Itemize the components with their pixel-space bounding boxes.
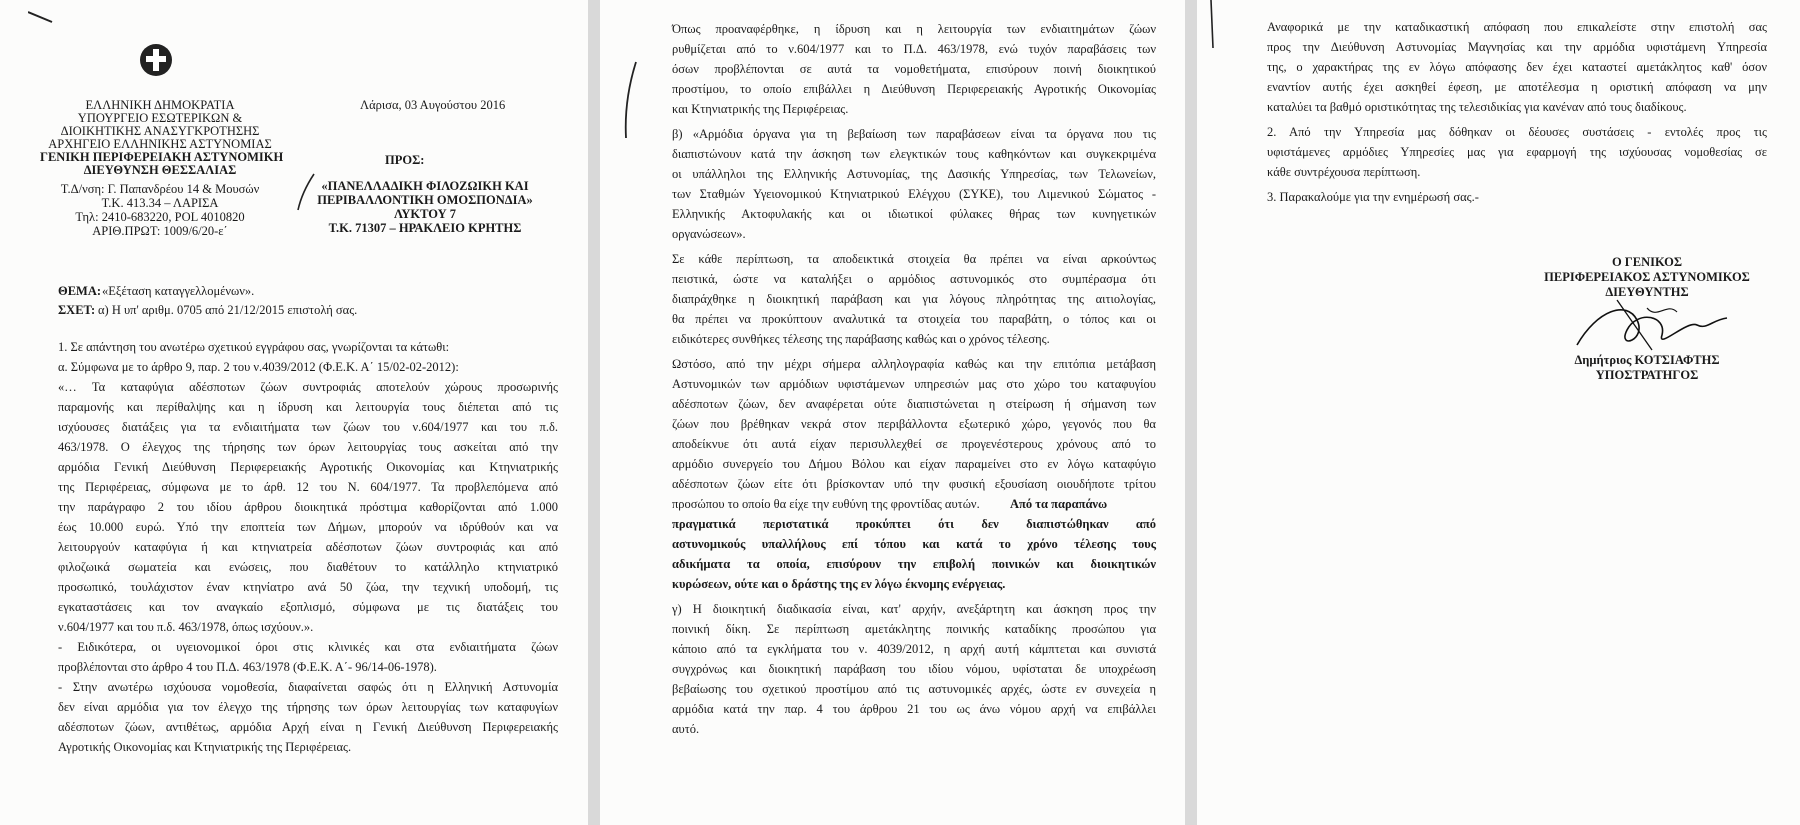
paragraph-line: δεν είναι αρμόδια για τον έλεγχο της τήρησης των όρων λειτουργίας των καταφυγίων xyxy=(58,700,558,714)
recipient-line: ΛΥΚΤΟΥ 7 xyxy=(393,207,457,221)
paragraph-line: της Περιφέρειας, σύμφωνα με το άρθ. 12 του Ν. 604/1977. Τα προβλεπόμενα από xyxy=(58,480,558,494)
reference-label: ΣΧΕΤ: xyxy=(58,303,96,317)
letterhead-line: ΕΛΛΗΝΙΚΗ ΔΗΜΟΚΡΑΤΙΑ xyxy=(85,98,235,112)
paragraph-line: α. Σύμφωνα με το άρθρο 9, παρ. 2 του ν.4039/2012 (Φ.Ε.Κ. Α΄ 15/02-02-2012): xyxy=(58,360,459,374)
paragraph-line: Αστυνομικών των αρμόδιων υφιστάμενων υπηρεσιών μας στο χώρο του καταφυγίου xyxy=(672,377,1156,391)
paragraph-line: Αγροτικής Οικονομίας και Κτηνιατρικής της Περιφέρειας. xyxy=(58,740,352,754)
address-line: Τ.Κ. 413.34 – ΛΑΡΙΣΑ xyxy=(101,196,219,210)
reference-text: α) Η υπ' αριθμ. 0705 από 21/12/2015 επιστολή σας. xyxy=(98,303,358,317)
paragraph-line: προσώπου το οποίο θα είχε την ευθύνη της φροντίδας αυτών. xyxy=(672,497,980,511)
pen-mark xyxy=(620,60,640,140)
paragraph-line: 3. Παρακαλούμε για την ενημέρωσή σας.- xyxy=(1267,190,1479,204)
paragraph-line-bold: αδικήματα τα οποία, επισύρουν την επιβολή ποινικών και διοικητικών xyxy=(672,557,1156,571)
letterhead-line: ΔΙΟΙΚΗΤΙΚΗΣ ΑΝΑΣΥΓΚΡΟΤΗΣΗΣ xyxy=(60,124,260,138)
paragraph-line: γ) Η διοικητική διαδικασία είναι, κατ' αρχήν, ανεξάρτητη και άσκηση προς την xyxy=(672,602,1156,616)
signature-title: ΔΙΕΥΘΥΝΤΗΣ xyxy=(1605,285,1689,299)
pen-mark xyxy=(1203,0,1219,50)
to-label: ΠΡΟΣ: xyxy=(385,153,425,167)
letterhead-line: ΑΡΧΗΓΕΙΟ ΕΛΛΗΝΙΚΗΣ ΑΣΤΥΝΟΜΙΑΣ xyxy=(48,137,272,151)
paragraph-line: κάθε συντρέχουσα περίπτωση. xyxy=(1267,165,1421,179)
paragraph-line: αρμόδια Γενική Διεύθυνση Περιφερειακής Αγροτικής Οικονομίας και Κτηνιατρικής xyxy=(58,460,558,474)
page-gutter xyxy=(1185,0,1197,825)
paragraph-line: την παράγραφο 2 του ιδίου άρθρου διοικητικά πρόστιμα καθορίζονται από 1.000 xyxy=(58,500,558,514)
paragraph-line: εγκαταστάσεις και τον αναγκαίο εξοπλισμό, σύμφωνα με τις διατάξεις του xyxy=(58,600,558,614)
paragraph-line-bold: κυρώσεων, ούτε και ο δράστης της εν λόγω έκνομης ενέργειας. xyxy=(672,577,1006,591)
paragraph-line: αυτό. xyxy=(672,722,700,736)
paragraph-line: Ελληνικής Ακτοφυλακής και οι ιδιωτικοί φύλακες θήρας των κυνηγετικών xyxy=(672,207,1156,221)
subject-text: «Εξέταση καταγγελλομένων». xyxy=(102,284,255,298)
paragraph-line: θα πρέπει να προκύπτουν αναλυτικά τα στοιχεία του παραβάτη, ο τόπος και οι xyxy=(672,312,1156,326)
paragraph-line: οι υπάλληλοι της Ελληνικής Αστυνομίας, της Δασικής Υπηρεσίας, των Τελωνείων, xyxy=(672,167,1156,181)
document-page-2 xyxy=(600,0,1185,825)
paragraph-line: ποινική δίκη. Σε περίπτωση αμετάκλητης ποινικής καταδίκης προσώπου για xyxy=(672,622,1156,636)
paragraph-line: όσων προβλέπονται σε αυτά τα νομοθετήματα, επισύρουν ποινή διοικητικού xyxy=(672,62,1156,76)
paragraph-line: αρμόδιο συνεργείο του Δήμου Βόλου και είχαν παραμείνει στο εν λόγω καταφύγιο xyxy=(672,457,1156,471)
bold-phrase: Από τα παραπάνω xyxy=(1010,497,1108,511)
paragraph-line: 463/1978. Ο έλεγχος της τήρησης των όρων λειτουργίας τους ασκείται από την xyxy=(58,440,558,454)
letterhead-line: ΥΠΟΥΡΓΕΙΟ ΕΣΩΤΕΡΙΚΩΝ & xyxy=(77,111,243,125)
paragraph-line: ν.604/1977 και του π.δ. 463/1978, όπως ισχύουν.». xyxy=(58,620,314,634)
signature-title: ΠΕΡΙΦΕΡΕΙΑΚΟΣ ΑΣΤΥΝΟΜΙΚΟΣ xyxy=(1544,270,1750,284)
paragraph-line: φιλοζωικά σωματεία και ενώσεις, που διαθέτουν το κατάλληλο κτηνιατρικό xyxy=(58,560,558,574)
paragraph-line: καταλύει τα βαθμό οριστικότητας της τελεσιδικίας για κανέναν από τους διαδίκους. xyxy=(1267,100,1687,114)
paragraph-line: διαπιστώνουν κατά την άσκηση των ελεγκτικών τους καθηκόντων και συγκεκριμένα xyxy=(672,147,1156,161)
paragraph-line: Ωστόσο, από την μέχρι σήμερα αλληλογραφία καθώς και την επιτόπια μετάβαση xyxy=(672,357,1156,371)
paragraph-line: «… Τα καταφύγια αδέσποτων ζώων συντροφιάς αποτελούν χώρους προσωρινής xyxy=(58,380,558,394)
paragraph-line: κάποιο από τα εγκλήματα του ν. 4039/2012, η αρχή αυτή κάμπτεται και συνιστά xyxy=(672,642,1156,656)
paragraph-line: - Στην ανωτέρω ισχύουσα νομοθεσία, διαφαίνεται σαφώς ότι η Ελληνική Αστυνομία xyxy=(58,680,558,694)
paragraph-line: ισχύουσες διατάξεις για τα ενδιαιτήματα των ζώων του ν.604/1977 και του π.δ. xyxy=(58,420,558,434)
paragraph-line: της, ο χαρακτήρας της εν λόγω απόφασης δεν έχει καταστεί αμετάκλητος καθ' όσον xyxy=(1267,60,1767,74)
paragraph-line: αδέσποτων ζώων, δεν αναφέρεται ούτε διαπιστώνεται η στείρωση ή σήμανση των xyxy=(672,397,1156,411)
paragraph-line: συγχρόνως και διοικητική παράβαση του ιδίου νόμου, υφίσταται δε υποχρέωση xyxy=(672,662,1156,676)
paragraph-line: πειστικά, ώστε να καταλήξει ο αρμόδιος αστυνομικός στο συμπέρασμα ότι xyxy=(672,272,1156,286)
paragraph-line: ρυθμίζεται από το ν.604/1977 και το Π.Δ. 463/1978, ενώ τυχόν παραβάσεις των xyxy=(672,42,1156,56)
signatory-name: Δημήτριος ΚΟΤΣΙΑΦΤΗΣ xyxy=(1574,353,1720,367)
paragraph-line-bold: πραγματικά περιστατικά προκύπτει ότι δεν διαπιστώθηκαν από xyxy=(672,517,1156,531)
recipient-line: Τ.Κ. 71307 – ΗΡΑΚΛΕΙΟ ΚΡΗΤΗΣ xyxy=(328,221,522,235)
signature-title: Ο ΓΕΝΙΚΟΣ xyxy=(1611,255,1683,269)
paragraph-line: προστίμου, το οποίο επιβάλλει η Διεύθυνση Περιφερειακής Αγροτικής Οικονομίας xyxy=(672,82,1156,96)
paragraph-line: υφιστάμενες αρμόδιες Υπηρεσίες μας για εφαρμογή της ισχύουσας νομοθεσίας σε xyxy=(1267,145,1767,159)
page-gutter xyxy=(588,0,600,825)
recipient-line: ΠΕΡΙΒΑΛΛΟΝΤΙΚΗ ΟΜΟΣΠΟΝΔΙΑ» xyxy=(317,193,533,207)
paragraph-line: αδέσποτων ζώων, αντιθέτως, αρμόδια Αρχή είναι η Γενική Διεύθυνση Περιφερειακής xyxy=(58,720,558,734)
paragraph-line: λειτουργούν καταφύγια ή και κτηνιατρεία αδέσποτων ζώων συντροφιάς και από xyxy=(58,540,558,554)
paragraph-line: διαπράχθηκε η διοικητική παράβαση και για λόγους πληρότητας της αιτιολογίας, xyxy=(672,292,1156,306)
paragraph-line: - Ειδικότερα, οι υγειονομικοί όροι στις κλινικές και στα ενδιαιτήματα ζώων xyxy=(58,640,558,654)
address-line: Τηλ: 2410-683220, POL 4010820 xyxy=(75,210,245,224)
subject-label: ΘΕΜΑ: xyxy=(58,284,102,298)
scan-mark xyxy=(28,10,54,24)
document-page-1 xyxy=(0,0,588,825)
reference-number: ΑΡΙΘ.ΠΡΩΤ: 1009/6/20-ε΄ xyxy=(92,224,228,238)
paragraph-line: προσωπικό, τουλάχιστον έναν κτηνίατρο ανά 50 ζώα, την τεχνική υποδομή, τις xyxy=(58,580,558,594)
paragraph-line: β) «Αρμόδια όργανα για τη βεβαίωση των παραβάσεων είναι τα όργανα που τις xyxy=(672,127,1156,141)
letterhead-bold-line: ΔΙΕΥΘΥΝΣΗ ΘΕΣΣΑΛΙΑΣ xyxy=(83,163,237,177)
document-page-3 xyxy=(1197,0,1800,825)
signatory-rank: ΥΠΟΣΤΡΑΤΗΓΟΣ xyxy=(1595,368,1699,382)
paragraph-line: Σε κάθε περίπτωση, τα αποδεικτικά στοιχεία θα πρέπει να είναι αρκούντως xyxy=(672,252,1156,266)
paragraph-line: και Κτηνιατρικής της Περιφέρειας. xyxy=(672,102,849,116)
paragraph-line: 1. Σε απάντηση του ανωτέρω σχετικού εγγράφου σας, γνωρίζονται τα κάτωθι: xyxy=(58,340,450,354)
paragraph-line: ζώων που βρέθηκαν νεκρά στον περιβάλλοντα εξωτερικό χώρο, γεγονός που θα xyxy=(672,417,1156,431)
paragraph-line: ειδικότερες συνθήκες τέλεσης της παράβασης καθώς και ο χρόνος τέλεσης. xyxy=(672,332,1050,346)
paragraph-line: αδέσποτων ζώων είτε ότι βρίσκονταν υπό την φυσική εξουσίαση οιουδήποτε τρίτου xyxy=(672,477,1156,491)
paragraph-line: οργανώσεων». xyxy=(672,227,746,241)
paragraph-line: Αναφορικά με την καταδικαστική απόφαση που επικαλείστε στην επιστολή σας xyxy=(1267,20,1767,34)
paragraph-line: προς την Διεύθυνση Αστυνομίας Μαγνησίας και την αρμόδια υφιστάμενη Υπηρεσία xyxy=(1267,40,1767,54)
recipient-line: «ΠΑΝΕΛΛΑΔΙΚΗ ΦΙΛΟΖΩΙΚΗ ΚΑΙ xyxy=(321,179,529,193)
paragraph-line: αποδείκνυε ότι αυτά είχαν περισυλλεχθεί σε προγενέστερους χρόνους από το xyxy=(672,437,1156,451)
handwritten-signature xyxy=(1557,290,1737,360)
paragraph-line: των Σταθμών Υγειονομικού Κτηνιατρικού Ελέγχου (ΣΥΚΕ), του Λιμενικού Σώματος - xyxy=(672,187,1156,201)
letterhead-bold-line: ΓΕΝΙΚΗ ΠΕΡΙΦΕΡΕΙΑΚΗ ΑΣΤΥΝΟΜΙΚΗ xyxy=(40,150,284,164)
paragraph-line: βεβαίωσης του σχετικού προστίμου από τις αστυνομικές αρχές, ώστε εν συνεχεία η xyxy=(672,682,1156,696)
paragraph-line: αρμόδια κατά την παρ. 4 του άρθρου 21 του ως άνω νόμου αρχή να επιβάλλει xyxy=(672,702,1156,716)
address-line: Τ.Δ/νση: Γ. Παπανδρέου 14 & Μουσών xyxy=(60,182,260,196)
document-date: Λάρισα, 03 Αυγούστου 2016 xyxy=(360,98,506,112)
paragraph-line: εναντίον αυτής έχει ασκηθεί έφεση, με αποτέλεσμα η οριστική απόφαση να μην xyxy=(1267,80,1767,94)
paragraph-line: Όπως προαναφέρθηκε, η ίδρυση και η λειτουργία των ενδιαιτημάτων ζώων xyxy=(672,22,1156,36)
paragraph-line-bold: αστυνομικούς υπαλλήλους επί τόπου και κατά το χρόνο τέλεσης τους xyxy=(672,537,1156,551)
paragraph-line: παραμονής και περίθαλψης και η ίδρυση και λειτουργία τους διέπεται από τις xyxy=(58,400,558,414)
paragraph-line: έως 10.000 ευρώ. Υπό την εποπτεία των Δήμων, μπορούν να ιδρύθούν και να xyxy=(58,520,558,534)
paragraph-line: προβλέπονται στο άρθρο 4 του Π.Δ. 463/1978 (Φ.Ε.Κ. Α΄- 96/14-06-1978). xyxy=(58,660,437,674)
paragraph-line: 2. Από την Υπηρεσία μας δόθηκαν οι δέουσες συστάσεις - εντολές προς τις xyxy=(1267,125,1767,139)
coat-of-arms-icon xyxy=(140,44,172,76)
